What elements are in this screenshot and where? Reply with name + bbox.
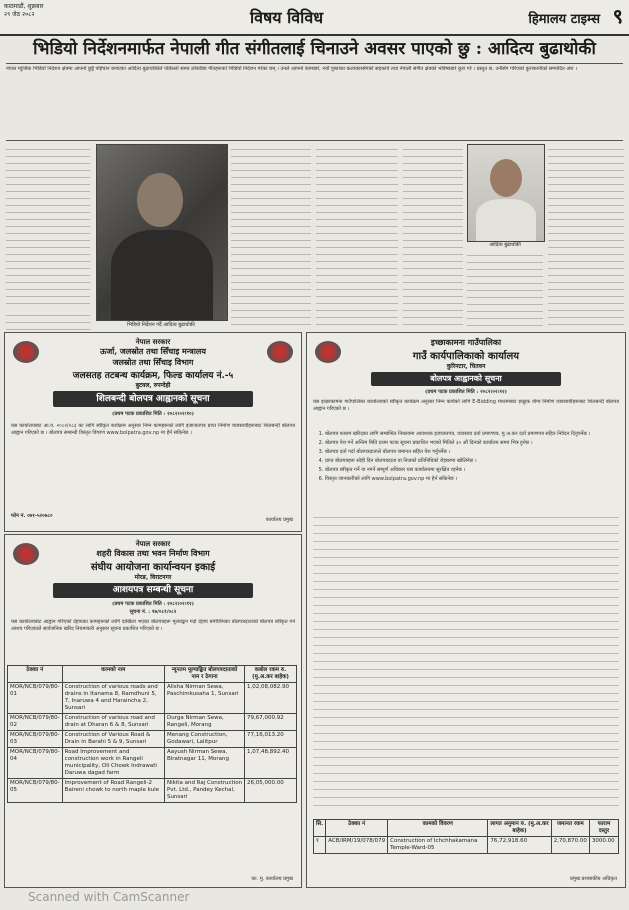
notice-banner: शिलबन्दी बोलपत्र आह्वानको सूचना [53, 391, 253, 407]
notice-banner: बोलपत्र आह्वानको सूचना [371, 372, 561, 386]
cell-bidder: Durga Nirman Sewa, Rangeli, Morang [164, 714, 244, 731]
col-header: न्यूनतम मूल्याङ्कित बोलपत्रदाताको नाम र ठेगाना [164, 666, 244, 683]
col-header: जमानत रकम [551, 820, 589, 837]
col-header: कामको विवरण [388, 820, 488, 837]
col-header: लागत अनुमान रु. (मु.अ.कर बाहेक) [488, 820, 551, 837]
notice-office: जलसतह तटबन्ध कार्यक्रम, फिल्ड कार्यालय नं.-५ [72, 371, 234, 381]
col-header: कबोल रकम रु. (मु.अ.कर बाहेक) [245, 666, 297, 683]
photo-caption: भिडियो निर्देशन गर्दै आदित्य बुढाथोकी [127, 322, 195, 328]
article-column [548, 146, 624, 328]
cell-bidder: Alisha Nirman Sewa, Paschimkusaha 1, Sunsari [164, 683, 244, 714]
divider [6, 63, 623, 64]
cell-amount: 1,02,08,082.90 [245, 683, 297, 714]
article-column [316, 146, 398, 328]
cell-work: Improvement of Road Rangeli-2 Baireni chowk to north maple kule [62, 779, 164, 803]
condition-item: 6. विस्तृत जानकारीको लागि www.bolpatra.gov.np मा हेर्न सकिनेछ । [325, 476, 621, 483]
cell-security: 2,70,870.00 [551, 837, 589, 854]
letter-of-intent-notice [4, 534, 302, 888]
divider [6, 140, 623, 141]
cell-bidder: Menang Construction, Godawari, Lalitpur [164, 731, 244, 748]
cell-bidder: Nikita and Raj Construction Pvt. Ltd., Pandey Kechal, Sunsari [164, 779, 244, 803]
cell-fee: 3000.00 [589, 837, 618, 854]
header-date [4, 3, 144, 19]
notice-location: कुरिनटार, चितवन [446, 363, 486, 370]
lead-text: नेपाल म्युजिक भिडियो निर्देशन क्षेत्रमा आफ्नो छुट्टै पहिचान बनाएका आदित्य बुढाथोकीले पछिल्लो समय लोकप्रिय गीतहरूको भिडियो निर्देशन गरेका छन् । उनले आफ्नो कामबारे, नयाँ पुस्ताका कलाकारसँगको सहकार्य तथा नेपाली संगीत क्षेत्रको भविष्यबारे कुरा गरे । प्रस्तुत छ, उनीसँग गरिएको कुराकानीको सम्पादित अंश । [6, 66, 578, 72]
notice-org3: जलस्रोत तथा सिँचाइ विभाग [112, 357, 194, 367]
notice-subline: (प्रथम पटक प्रकाशित मिति : २०८२।०२।१२) [111, 601, 195, 607]
cell-amount: 26,05,000.00 [245, 779, 297, 803]
interview-photo [96, 144, 228, 321]
condition-item: 1. बोलपत्र फाराम खरिदका लागि सम्बन्धित निकायमा आवश्यक इजाजतपत्र, व्यवसाय दर्ता प्रमाणपत्र, मु.अ.कर दर्ता प्रमाणपत्र सहित निवेदन दिनुपर्नेछ । [325, 431, 621, 438]
notice-banner: आशयपत्र सम्बन्धी सूचना [53, 583, 253, 598]
condition-item: 3. बोलपत्र दर्ता गर्दा बोलपत्रदाताले बोलपत्र जमानत सहित पेश गर्नुपर्नेछ । [325, 449, 621, 456]
conditions-list [313, 431, 621, 485]
cell-no: MOR/NCB/079/80-01 [8, 683, 63, 714]
paper-name: हिमालय टाइम्स [528, 12, 601, 27]
cell-no: MOR/NCB/079/80-05 [8, 779, 63, 803]
notice-location: मोरङ, विराटनगर [134, 574, 172, 581]
notice-subline: (प्रथम पटक प्रकाशित मिति : २०८२।०२।१०) [111, 411, 195, 417]
section-title: विषय विविध [250, 8, 324, 27]
scanner-watermark: Scanned with CamScanner [28, 890, 190, 904]
condition-item: 5. बोलपत्र स्वीकृत गर्ने वा नगर्ने सम्पूर्ण अधिकार यस कार्यालयमा सुरक्षित रहनेछ । [325, 467, 621, 474]
article-column [403, 146, 463, 328]
cell-no: MOR/NCB/079/80-03 [8, 731, 63, 748]
notice-intro: यस इच्छाकामना गाउँपालिका कार्यालयको स्वीकृत कार्यक्रम अनुसार निम्न कार्यको लागि E-Bidding माध्यमबाट इच्छुक योग्य निर्माण व्यवसायीहरूबाट शिलबन्दी बोलपत्र आह्वान गरिएको छ । [313, 399, 619, 412]
cell-no: MOR/NCB/079/80-04 [8, 748, 63, 779]
condition-item: 2. बोलपत्र पेश गर्ने अन्तिम मिति प्रथम पटक सूचना प्रकाशित भएको मितिले ३० औं दिनको कार्यालय समय भित्र हुनेछ । [325, 440, 621, 447]
notice-subline: (प्रथम पटक प्रकाशित मिति : २०८२।०२।१२) [424, 389, 508, 395]
article-column [6, 312, 90, 330]
header-date-line2: २९ जेठ २०८२ [4, 11, 35, 18]
page-header [0, 0, 629, 36]
table-row [8, 779, 297, 803]
table-row [314, 837, 619, 854]
portrait-photo [467, 144, 545, 242]
article-column [6, 146, 90, 306]
notice-org2: ऊर्जा, जलस्रोत तथा सिँचाइ मन्त्रालय [100, 346, 206, 356]
table-row [8, 748, 297, 779]
notice-signature: कार्यालय प्रमुख [265, 517, 293, 523]
notice-org1: नेपाल सरकार [135, 337, 171, 346]
page-number: ९ [612, 4, 623, 28]
cell-no: MOR/NCB/079/80-02 [8, 714, 63, 731]
notice-org1: इच्छाकामना गाउँपालिका [430, 337, 502, 347]
bid-invitation-notice [306, 332, 626, 888]
article-column [231, 146, 311, 328]
bid-table [313, 819, 619, 854]
col-header: ठेक्का नं [326, 820, 388, 837]
notice-signature: प्रमुख प्रशासकीय अधिकृत [570, 876, 617, 882]
cell-work: Construction of Various Road & Drain in Barahi 5 & 9, Sunsari [62, 731, 164, 748]
table-row [8, 714, 297, 731]
cell-estimate: 76,72,918.60 [488, 837, 551, 854]
cell-work: Road Improvement and construction work in Rangeli municipality, Oli Chowk Indrawati Daruwa dagad farm [62, 748, 164, 779]
article-headline: भिडियो निर्देशनमार्फत नेपाली गीत संगीतलाई चिनाउने अवसर पाएको छु : आदित्य बुढाथोकी [33, 39, 596, 59]
additional-conditions [313, 513, 619, 813]
portrait-caption: आदित्य बुढाथोकी [489, 242, 521, 248]
notice-office: संघीय आयोजना कार्यान्वयन इकाई [90, 562, 216, 573]
notice-org2: शहरी विकास तथा भवन निर्माण विभाग [96, 548, 210, 558]
notice-office: गाउँ कार्यपालिकाको कार्यालय [412, 351, 520, 362]
loi-table [7, 665, 297, 803]
cell-work: Construction of Ichchhakamana Temple-Ward-05 [388, 837, 488, 854]
cell-sn: १ [314, 837, 326, 854]
table-row [8, 683, 297, 714]
notice-body: यस कार्यालयबाट आ.व. २०८२/०८३ का लागि स्वीकृत कार्यक्रम अनुसार निम्न कामहरूको लागि इजाजतपत्र प्राप्त निर्माण व्यवसायीहरूबाट शिलबन्दी बोलपत्र आह्वान गरिएको छ । बोलपत्र सम्बन्धी विस्तृत विवरण www.bolpatra.gov.np मा हेर्न सकिनेछ । [11, 423, 295, 436]
notice-org1: नेपाल सरकार [135, 539, 171, 548]
notice-signature: का. मु. कार्यालय प्रमुख [251, 876, 293, 882]
masthead [528, 2, 623, 29]
cell-amount: 79,67,000.92 [245, 714, 297, 731]
notice-phone: फोन नं. ०७१-५२०७८० [11, 513, 53, 519]
cell-amount: 1,07,48,892.40 [245, 748, 297, 779]
notice-number: सूचना नं. : १७/०८१/०८२ [129, 609, 177, 615]
notice-location: बुटवल, रुपन्देही [135, 382, 171, 389]
cell-amount: 77,16,013.20 [245, 731, 297, 748]
col-header: ठेक्का नं [8, 666, 63, 683]
col-header: कामको नाम [62, 666, 164, 683]
tender-notice-irrigation [4, 332, 302, 532]
cell-work: Construction of various road and drain at Dharan 6 & 8, Sunsari [62, 714, 164, 731]
cell-bidder: Aayush Nirman Sewa, Biratnagar 11, Morang [164, 748, 244, 779]
condition-item: 4. प्राप्त बोलपत्रहरू सोही दिन बोलपत्रदाता वा निजको प्रतिनिधिको रोहबरमा खोलिनेछ । [325, 458, 621, 465]
notice-body: यस कार्यालयबाट आह्वान गरिएको देहायका कामहरूको लागि दाखिला भएका बोलपत्रहरू मूल्याङ्कन गर्दा देहाय बमोजिमका बोलपत्रदाताको बोलपत्र स्वीकृत गर्ने आशय गरिएकाले सार्वजनिक खरिद नियमावली अनुसार सूचना प्रकाशित गरिएको छ । [11, 619, 295, 632]
header-date-line1: काठमाडौं, शुक्रबार [4, 3, 44, 10]
table-row [8, 731, 297, 748]
article-lead [6, 66, 623, 138]
cell-no: ACB/IRM/19/078/079 [326, 837, 388, 854]
col-header: फाराम दस्तुर [589, 820, 618, 837]
article-column [467, 252, 543, 328]
col-header: सि. [314, 820, 326, 837]
cell-work: Construction of various roads and drains in Itanama 8, Ramdhuni 5, 7, Inaruwa 4 and Haraincha 2, Sunsari [62, 683, 164, 714]
